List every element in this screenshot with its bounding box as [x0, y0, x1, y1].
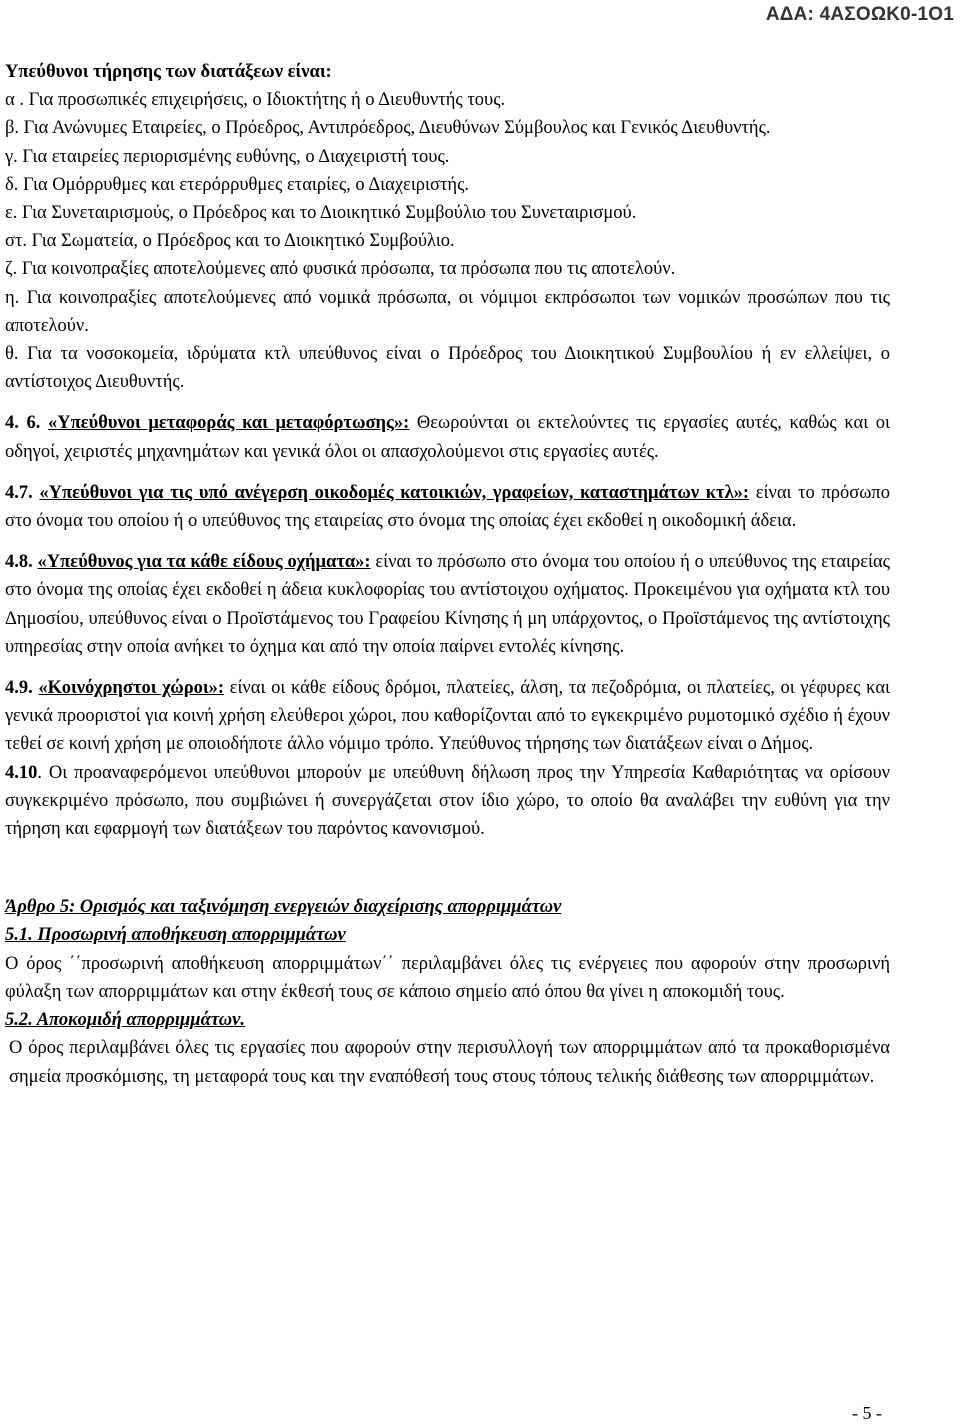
section-text: είναι το πρόσωπο στο όνομα του οποίου ή ο υπεύθυνος της εταιρείας στο όνομα της οποίας έχει εκδοθεί η οικοδομική άδεια.	[5, 482, 891, 532]
section-4-6	[5, 409, 890, 465]
section-term: «Υπεύθυνος για τα κάθε είδους οχήματα»:	[37, 552, 371, 573]
item-g: γ. Για εταιρείες περιορισμένης ευθύνης, ο Διαχειριστή τους.	[5, 146, 450, 167]
item-th: θ. Για τα νοσοκομεία, ιδρύματα κτλ υπεύθυνος είναι ο Πρόεδρος του Διοικητικού Συμβουλίου ή εν ελλείψει, ο αντίστοιχος Διευθυντής.	[5, 344, 890, 393]
document-body	[5, 58, 890, 1091]
item-d: δ. Για Ομόρρυθμες και ετερόρρυθμες εταιρίες, ο Διαχειριστής.	[5, 174, 470, 195]
section-text: είναι το πρόσωπο στο όνομα του οποίου ή ο υπεύθυνος της εταιρείας στο όνομα της οποίας έχει εκδοθεί η άδεια κυκλοφορίας του αντίστοιχου οχήματος. Προκειμένου για οχήματα κτλ του Δημοσίου, υπεύθυνος είναι ο Προϊστάμενος του Γραφείου Κίνησης ή μη υπάρχοντος, ο Προϊστάμενος της αντίστοιχης υπηρεσίας στην οποία ανήκει το όχημα και από την οποία παίρνει εντολές κίνησης.	[5, 552, 890, 657]
item-h: η. Για κοινοπραξίες αποτελούμενες από νομικά πρόσωπα, οι νόμιμοι εκπρόσωποι των νομικών προσώπων που τις αποτελούν.	[5, 287, 890, 336]
section-5-2-heading: 5.2. Αποκομιδή απορριμμάτων.	[5, 1010, 245, 1031]
section-number: 4. 6.	[5, 413, 48, 434]
page-number: - 5 -	[852, 1403, 882, 1423]
item-st: στ. Για Σωματεία, ο Πρόεδρος και το Διοικητικό Συμβούλιο.	[5, 231, 455, 252]
article-label: Άρθρο 5:	[5, 897, 76, 918]
section-number: 4.10	[5, 762, 38, 783]
section-4-7	[5, 479, 890, 535]
section-term: «Υπεύθυνοι μεταφοράς και μεταφόρτωσης»:	[48, 413, 410, 434]
section-4-9	[5, 674, 890, 759]
section-number: 4.9.	[5, 678, 39, 699]
section-number: 4.7.	[5, 482, 40, 503]
section-number: 4.8.	[5, 552, 38, 573]
section-5-2-text: Ο όρος περιλαμβάνει όλες τις εργασίες που αφορούν στην περισυλλογή των απορριμμάτων από τα προκαθορισμένα σημεία προσκόμισης, τη μεταφορά τους και την εναπόθεσή τους στους τόπους τελικής διάθεσης των απορριμμάτων.	[9, 1038, 890, 1087]
item-a: α . Για προσωπικές επιχειρήσεις, ο Ιδιοκτήτης ή ο Διευθυντής τους.	[5, 90, 506, 111]
ada-header: ΑΔΑ: 4ΑΣΟΩΚ0-1Ο1	[765, 4, 954, 25]
section-text: Θεωρούνται οι εκτελούντες τις εργασίες αυτές, καθώς και οι οδηγοί, χειριστές μηχανημάτων και γενικά όλοι οι απασχολούμενοι στις εργασίες αυτές.	[5, 413, 891, 462]
item-z: ζ. Για κοινοπραξίες αποτελούμενες από φυσικά πρόσωπα, τα πρόσωπα που τις αποτελούν.	[5, 259, 676, 280]
section-5-1-text: Ο όρος ΄΄προσωρινή αποθήκευση απορριμμάτων΄΄ περιλαμβάνει όλες τις ενέργειες που αφορούν στην προσωρινή φύλαξη των απορριμμάτων και στην έκθεσή τους σε κάποιο σημείο από όπου θα γίνει η αποκομιδή τους.	[5, 953, 890, 1002]
item-b: β. Για Ανώνυμες Εταιρείες, ο Πρόεδρος, Αντιπρόεδρος, Διευθύνων Σύμβουλος και Γενικός Διευθυντής.	[5, 118, 771, 139]
section-term: «Υπεύθυνοι για τις υπό ανέγερση οικοδομές κατοικιών, γραφείων, καταστημάτων κτλ»:	[39, 482, 750, 503]
responsibles-title: Υπεύθυνοι τήρησης των διατάξεων είναι:	[5, 62, 332, 82]
article-5-title	[5, 893, 890, 921]
section-4-8	[5, 548, 890, 661]
section-term: «Κοινόχρηστοι χώροι»:	[38, 678, 225, 699]
section-4-10	[5, 759, 890, 844]
item-e: ε. Για Συνεταιρισμούς, ο Πρόεδρος και το Διοικητικό Συμβούλιο του Συνεταιρισμού.	[5, 203, 637, 224]
section-text: είναι οι κάθε είδους δρόμοι, πλατείες, άλση, τα πεζοδρόμια, οι πλατείες, οι γέφυρες και γενικά προοριστοί για κοινή χρήση ελεύθεροι χώροι, που καθορίζονται από το εγκεκριμένο ρυμοτομικό σχέδιο ή έχουν τεθεί σε κοινή χρήση με οποιοδήποτε άλλο νόμιμο τρόπο. Υπεύθυνος τήρησης των διατάξεων είναι ο Δήμος.	[5, 678, 890, 755]
article-title-text: Ορισμός και ταξινόμηση ενεργειών διαχείρισης απορριμμάτων	[75, 897, 562, 918]
section-text: . Οι προαναφερόμενοι υπεύθυνοι μπορούν με υπεύθυνη δήλωση προς την Υπηρεσία Καθαριότητας να ορίσουν συγκεκριμένο πρόσωπο, που συμβιώνει ή συνεργάζεται στον ίδιο χώρο, το οποίο θα αναλάβει την ευθύνη για την τήρηση και εφαρμογή των διατάξεων του παρόντος κανονισμού.	[5, 762, 890, 840]
section-5-1-heading: 5.1. Προσωρινή αποθήκευση απορριμμάτων	[5, 925, 346, 946]
